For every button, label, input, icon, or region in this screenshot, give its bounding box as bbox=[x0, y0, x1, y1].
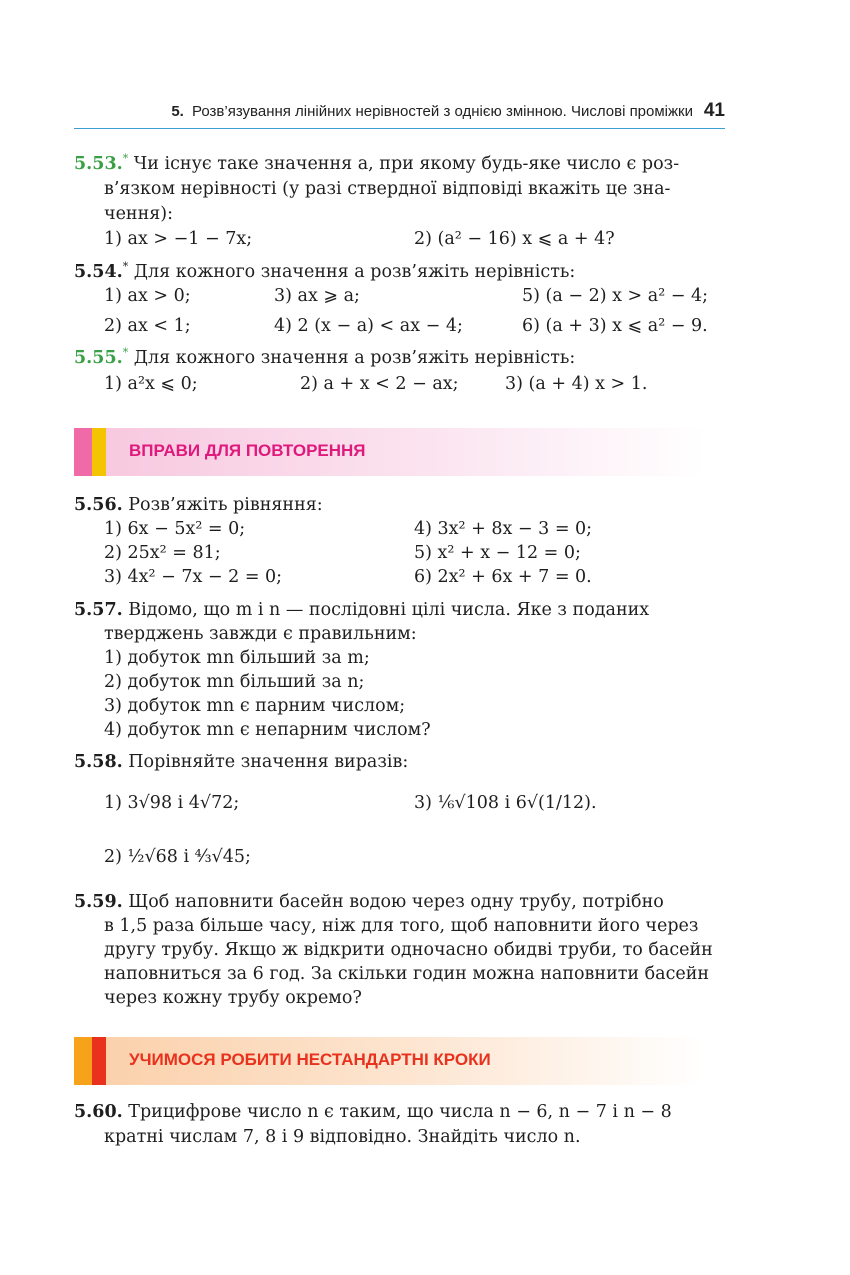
problem-number: 5.59. bbox=[74, 892, 123, 912]
problem-number: 5.56. bbox=[74, 495, 123, 515]
page-number: 41 bbox=[703, 100, 725, 121]
item: 1) 6x − 5x² = 0; bbox=[104, 519, 246, 539]
problem-text: через кожну трубу окремо? bbox=[104, 988, 362, 1008]
page-header bbox=[74, 100, 725, 129]
item: 2) a + x < 2 − ax; bbox=[300, 374, 459, 394]
banner-title: ВПРАВИ ДЛЯ ПОВТОРЕННЯ bbox=[129, 441, 366, 460]
item: 3) (a + 4) x > 1. bbox=[505, 374, 648, 394]
problem-number: 5.55. bbox=[74, 348, 123, 368]
item: 5) (a − 2) x > a² − 4; bbox=[522, 286, 709, 306]
star-mark: * bbox=[122, 260, 129, 274]
problem-number: 5.54. bbox=[74, 262, 123, 282]
problem-text: 5.57. Відомо, що m і n — послідовні цілі числа. Яке з поданих bbox=[74, 600, 650, 620]
section-banner-review bbox=[74, 428, 724, 476]
item: 6) 2x² + 6x + 7 = 0. bbox=[414, 567, 592, 587]
problem-text: наповниться за 6 год. За скільки годин можна наповнити басейн bbox=[104, 964, 710, 984]
problem-text: чення): bbox=[104, 204, 174, 224]
section-banner-nonstandard bbox=[74, 1037, 724, 1085]
problem-text: 5.58. Порівняйте значення виразів: bbox=[74, 752, 409, 772]
problem-number: 5.58. bbox=[74, 752, 123, 772]
problem-text: 5.55.* Для кожного значення a розв’яжіть нерівність: bbox=[74, 346, 576, 368]
item: 1) ax > −1 − 7x; bbox=[104, 229, 253, 249]
item: 1) 3√98 і 4√72; bbox=[104, 793, 240, 813]
problem-text: 5.54.* Для кожного значення a розв’яжіть нерівність: bbox=[74, 260, 576, 282]
problem-text: тверджень завжди є правильним: bbox=[104, 624, 417, 644]
problem-number: 5.53. bbox=[74, 154, 123, 174]
item: 1) добуток mn більший за m; bbox=[104, 648, 370, 668]
chapter-number: 5. bbox=[171, 103, 184, 120]
banner-tab bbox=[92, 428, 106, 476]
banner-tab bbox=[74, 1037, 92, 1085]
star-mark: * bbox=[122, 346, 129, 360]
item: 2) (a² − 16) x ⩽ a + 4? bbox=[414, 229, 615, 249]
problem-text: кратні числам 7, 8 і 9 відповідно. Знайдіть число n. bbox=[104, 1127, 581, 1147]
item: 2) добуток mn більший за n; bbox=[104, 672, 365, 692]
item: 3) добуток mn є парним числом; bbox=[104, 696, 406, 716]
running-title bbox=[171, 103, 693, 120]
problem-text: 5.56. Розв’яжіть рівняння: bbox=[74, 495, 323, 515]
banner-tab bbox=[92, 1037, 106, 1085]
problem-text: 5.59. Щоб наповнити басейн водою через одну трубу, потрібно bbox=[74, 892, 664, 912]
problem-text: другу трубу. Якщо ж відкрити одночасно обидві труби, то басейн bbox=[104, 940, 713, 960]
item: 4) 2 (x − a) < ax − 4; bbox=[274, 316, 463, 336]
item: 1) a²x ⩽ 0; bbox=[104, 374, 198, 394]
problem-text: в’язком нерівності (у разі ствердної відповіді вкажіть це зна- bbox=[104, 179, 671, 199]
item: 2) ax < 1; bbox=[104, 316, 191, 336]
problem-number: 5.60. bbox=[74, 1102, 123, 1122]
item: 1) ax > 0; bbox=[104, 286, 191, 306]
item: 2) 25x² = 81; bbox=[104, 543, 221, 563]
item: 3) ax ⩾ a; bbox=[274, 286, 360, 306]
item: 5) x² + x − 12 = 0; bbox=[414, 543, 581, 563]
item: 6) (a + 3) x ⩽ a² − 9. bbox=[522, 316, 708, 336]
chapter-title: Розв’язування лінійних нерівностей з однією змінною. Числові проміжки bbox=[192, 103, 693, 120]
banner-title: УЧИМОСЯ РОБИТИ НЕСТАНДАРТНІ КРОКИ bbox=[129, 1050, 491, 1069]
star-mark: * bbox=[122, 152, 129, 166]
banner-tab bbox=[74, 428, 92, 476]
problem-text: 5.53.* Чи існує таке значення a, при якому будь-яке число є роз- bbox=[74, 152, 680, 174]
item: 4) добуток mn є непарним числом? bbox=[104, 720, 431, 740]
item: 3) 4x² − 7x − 2 = 0; bbox=[104, 567, 283, 587]
item: 3) ⅙√108 і 6√(1/12). bbox=[414, 793, 597, 813]
problem-number: 5.57. bbox=[74, 600, 123, 620]
problem-text: в 1,5 раза більше часу, ніж для того, щоб наповнити його через bbox=[104, 916, 699, 936]
item: 4) 3x² + 8x − 3 = 0; bbox=[414, 519, 593, 539]
item: 2) ½√68 і ⁴⁄₃√45; bbox=[104, 847, 251, 867]
problem-text: 5.60. Трицифрове число n є таким, що числа n − 6, n − 7 і n − 8 bbox=[74, 1102, 672, 1122]
